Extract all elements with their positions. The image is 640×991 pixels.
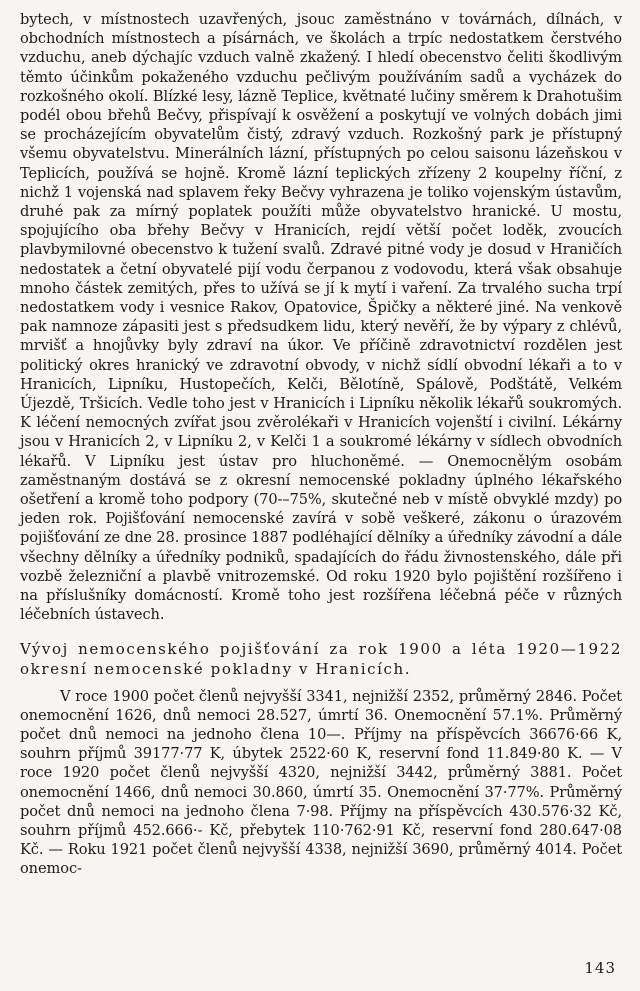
document-page	[20, 10, 622, 985]
section-heading: Vývoj nemocenského pojišťování za rok 1900 a léta 1920—1922 okresní nemocenské pokladny v Hranicích.	[20, 639, 622, 678]
body-paragraph: V roce 1900 počet členů nejvyšší 3341, nejnižší 2352, průměrný 2846. Počet onemocnění 1626, dnů nemoci 28.527, úmrtí 36. Onemocnění 57.1%. Průměrný počet dnů nemoci na jednoho člena 10—. Příjmy na příspěvcích 36676·66 K, souhrn příjmů 39177·77 K, úbytek 2522·60 K, reservní fond 11.849·80 K. — V roce 1920 počet členů nejvyšší 4320, nejnižší 3442, průměrný 3881. Počet onemocnění 1466, dnů nemoci 30.860, úmrtí 35. Onemocnění 37·77%. Průměrný počet dnů nemoci na jednoho člena 7·98. Příjmy na příspěvcích 430.576·32 Kč, souhrn příjmů 452.666·- Kč, přebytek 110·762·91 Kč, reservní fond 280.647·08 Kč. — Roku 1921 počet členů nejvyšší 4338, nejnižší 3690, průměrný 4014. Počet onemoc-	[20, 687, 622, 878]
page-number: 143	[584, 959, 616, 977]
body-paragraph: bytech, v místnostech uzavřených, jsouc zaměstnáno v továrnách, dílnách, v obchodních místnostech a písárnách, ve školách a trpíc nedostatkem čerstvého vzduchu, aneb dýchajíc vzduch valně zkažený. I hledí obecenstvo čeliti škodlivým těmto účinkům pokaženého vzduchu pečlivým používáním sadů a vycházek do rozkošného okolí. Blízké lesy, lázně Teplice, květnaté lučiny směrem k Drahotušim podél obou břehů Bečvy, přispívají k osvěžení a poskytují ve volných dobách jimi se procházejícím obyvatelům čistý, zdravý vzduch. Rozkošný park je přístupný všemu obyvatelstvu. Minerálních lázní, přístupných po celou saisonu lázeňskou v Teplicích, používá se hojně. Kromě lázní teplických zřízeny 2 koupelny říční, z nichž 1 vojenská nad splavem řeky Bečvy vyhrazena je toliko vojenským ústavům, druhé pak za mírný poplatek použíti může obyvatelstvo hranické. U mostu, spojujícího oba břehy Bečvy v Hranicích, rejdí větší počet loděk, zvoucích plavbymilovné obecenstvo k tužení svalů. Zdravé pitné vody je dosud v Hraničích nedostatek a četní obyvatelé pijí vodu čerpanou z vodovodu, která však obsahuje mnoho částek zemitých, přes to užívá se jí k mytí i vaření. Za trvalého sucha trpí nedostatkem vody i vesnice Rakov, Opatovice, Špičky a některé jiné. Na venkově pak namnoze zápasiti jest s předsudkem lidu, který nevěří, že by výpary z chlévů, mrvišť a hnojůvky byly zdraví na úkor. Ve příčině zdravotnictví rozdělen jest politický okres hranický ve zdravotní obvody, v nichž sídlí obvodní lékaři a to v Hranicích, Lipníku, Hustopečích, Kelči, Bělotíně, Spálově, Podštátě, Velkém Újezdě, Tršicích. Vedle toho jest v Hranicích i Lipníku několik lékařů soukromých. K léčení nemocných zvířat jsou zvěrolékaři v Hranicích vojenští i civilní. Lékárny jsou v Hranicích 2, v Lipníku 2, v Kelči 1 a soukromé lékárny v sídlech obvodních lékařů. V Lipníku jest ústav pro hluchoněmé. — Onemocnělým osobám zaměstnaným dostává se z okresní nemocenské pokladny úplného lékařského ošetření a kromě toho podpory (70-–75%, skutečné neb v místě obvyklé mzdy) po jeden rok. Pojišťování nemocenské zavírá v sobě veškeré, zákonu o úrazovém pojišťování ze dne 28. prosince 1887 podléhající dělníky a úředníky závodní a dále všechny dělníky a úředníky podniků, spadajících do řádu živnostenského, dále při vozbě železniční a plavbě vnitrozemské. Od roku 1920 bylo pojištění rozšířeno i na příslušníky domácností. Kromě toho jest rozšířena léčebná péče v různých léčebních ústavech.	[20, 11, 622, 624]
